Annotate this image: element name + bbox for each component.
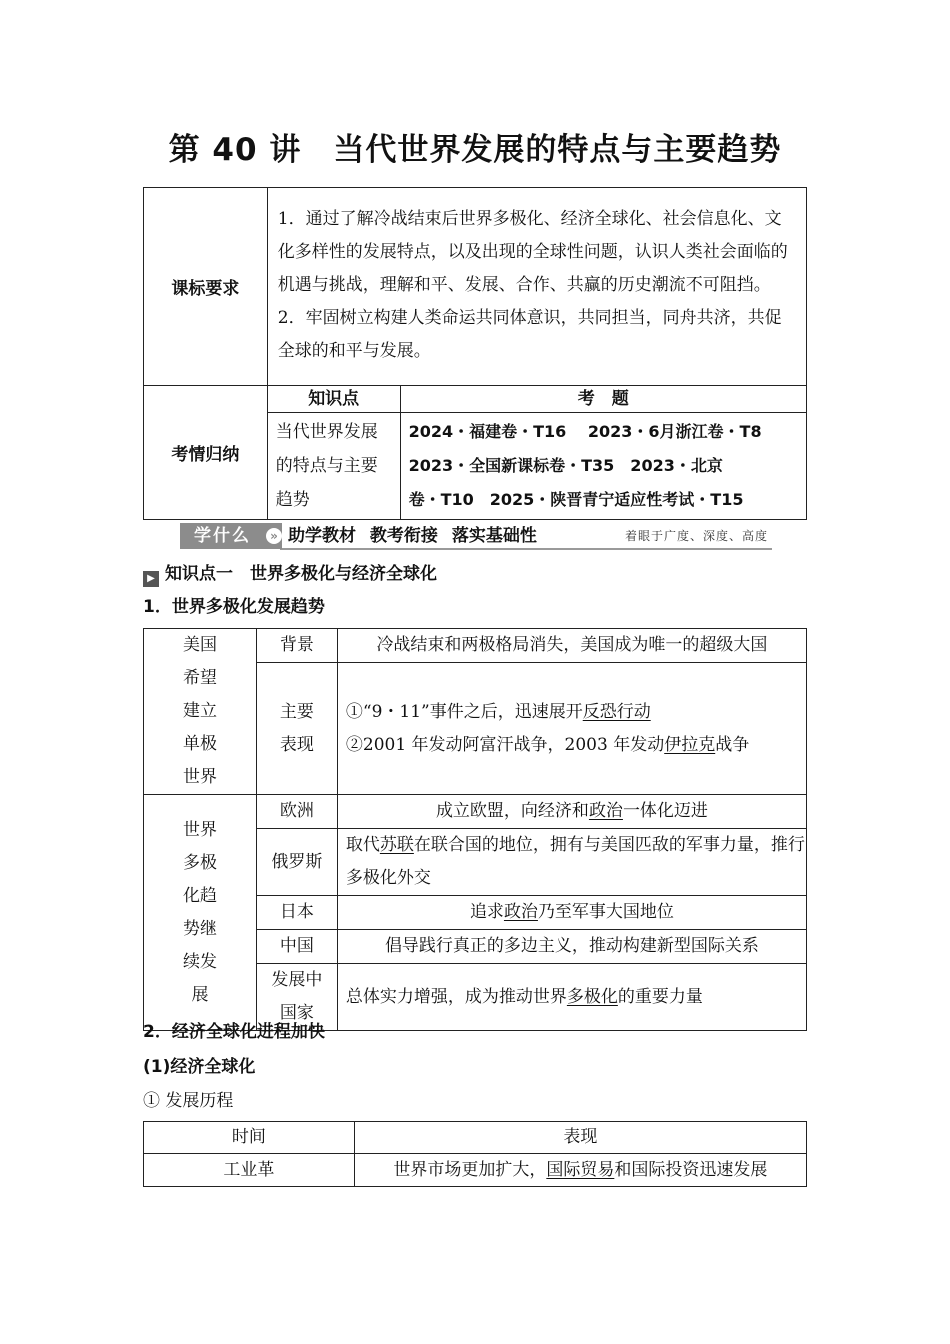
background-value: 冷战结束和两极格局消失，美国成为唯一的超级大国 [337, 629, 806, 663]
knowledge-point: 当代世界发展的特点与主要趋势 [267, 413, 400, 520]
requirement-item-1: 1．通过了解冷战结束后世界多极化、经济全球化、社会信息化、文化多样性的发展特点，以及出现的全球性问题，认识人类社会面临的机遇与挑战，理解和平、发展、合作、共赢的历史潮流不可阻挡。 [277, 209, 788, 295]
time-cell: 工业革 [144, 1154, 355, 1187]
play-triangle-icon: ▶ [143, 571, 159, 587]
performance-item-2 [346, 729, 806, 762]
text: 的重要力量 [617, 986, 703, 1007]
exam-line: 卷・T10 2025・陕晋青宁适应性考试・T15 [408, 490, 744, 509]
requirement-item-2: 2．牢固树立构建人类命运共同体意识，共同担当，同舟共济，共促全球的和平与发展。 [277, 308, 782, 361]
text: 在联合国的地位，拥有与美国匹敌的军事力量，推行多极化外交 [345, 835, 805, 888]
requirement-label: 课标要求 [144, 188, 268, 386]
double-chevron-right-icon: » [266, 528, 282, 544]
banner-note: 着眼于广度、深度、高度 [624, 529, 768, 543]
europe-value [337, 795, 806, 829]
time-column-header: 时间 [144, 1122, 355, 1154]
performance-item-1 [346, 696, 806, 729]
answer-blank: 国际贸易 [546, 1159, 615, 1180]
text: 一体化迈进 [622, 801, 708, 821]
multipolar-trend-group: 世界多极化趋势继续发展 [144, 795, 257, 1031]
text: 战争 [715, 734, 750, 755]
text: 追求 [469, 902, 504, 922]
subheading-multipolar: 1．世界多极化发展趋势 [143, 597, 325, 617]
subheading-development-history: ① 发展历程 [143, 1091, 234, 1111]
text: 总体实力增强，成为推动世界 [345, 986, 567, 1007]
us-unipolar-group: 美国希望建立单极世界 [144, 629, 257, 795]
banner-tag: 学什么 [180, 523, 282, 549]
text: 乃至军事大国地位 [537, 902, 674, 922]
exam-line: 2024・福建卷・T16 2023・6月浙江卷・T8 [408, 422, 762, 441]
japan-label: 日本 [256, 896, 337, 930]
page-title: 第 40 讲 当代世界发展的特点与主要趋势 [168, 132, 782, 168]
section-banner [180, 522, 772, 550]
china-value: 倡导践行真正的多边主义，推动构建新型国际关系 [337, 930, 806, 964]
answer-blank: 伊拉克 [664, 734, 716, 755]
answer-blank: 多极化 [566, 986, 618, 1007]
exam-line: 2023・全国新课标卷・T35 2023・北京 [408, 456, 723, 475]
europe-label: 欧洲 [256, 795, 337, 829]
knowledge-point-heading [143, 562, 437, 587]
answer-blank: 反恐行动 [582, 701, 651, 722]
answer-blank: 政治 [588, 801, 623, 821]
knowledge-column-header: 知识点 [267, 386, 400, 413]
requirement-content [267, 188, 806, 386]
text: 取代 [345, 835, 380, 855]
text: 世界市场更加扩大， [393, 1159, 547, 1180]
background-label: 背景 [256, 629, 337, 663]
russia-value [337, 829, 806, 896]
exam-list [400, 413, 806, 520]
summary-label: 考情归纳 [144, 386, 268, 520]
text: ②2001 年发动阿富汗战争，2003 年发动 [345, 734, 665, 755]
answer-blank: 苏联 [379, 835, 414, 855]
text: 成立欧盟，向经济和 [435, 801, 589, 821]
developing-countries-label: 发展中国家 [256, 964, 337, 1031]
text: ①“9・11”事件之后，迅速展开 [345, 701, 583, 722]
answer-blank: 政治 [503, 902, 538, 922]
banner-slogan: 助学教材 教考衔接 落实基础性 [288, 526, 537, 546]
developing-countries-value [337, 964, 806, 1031]
performance-column-header: 表现 [354, 1122, 806, 1154]
japan-value [337, 896, 806, 930]
china-label: 中国 [256, 930, 337, 964]
text: 和国际投资迅速发展 [614, 1159, 768, 1180]
main-performance-value [337, 663, 806, 795]
knowledge-point-title: 知识点一 世界多极化与经济全球化 [165, 564, 437, 584]
performance-cell [354, 1154, 806, 1187]
subheading-globalization: 2．经济全球化进程加快 [143, 1022, 325, 1042]
exam-column-header: 考 题 [400, 386, 806, 413]
multipolar-table [143, 628, 807, 1031]
curriculum-table [143, 187, 807, 520]
globalization-table [143, 1121, 807, 1187]
russia-label: 俄罗斯 [256, 829, 337, 896]
subheading-economic-globalization: (1)经济全球化 [143, 1057, 256, 1077]
main-performance-label: 主要表现 [256, 663, 337, 795]
